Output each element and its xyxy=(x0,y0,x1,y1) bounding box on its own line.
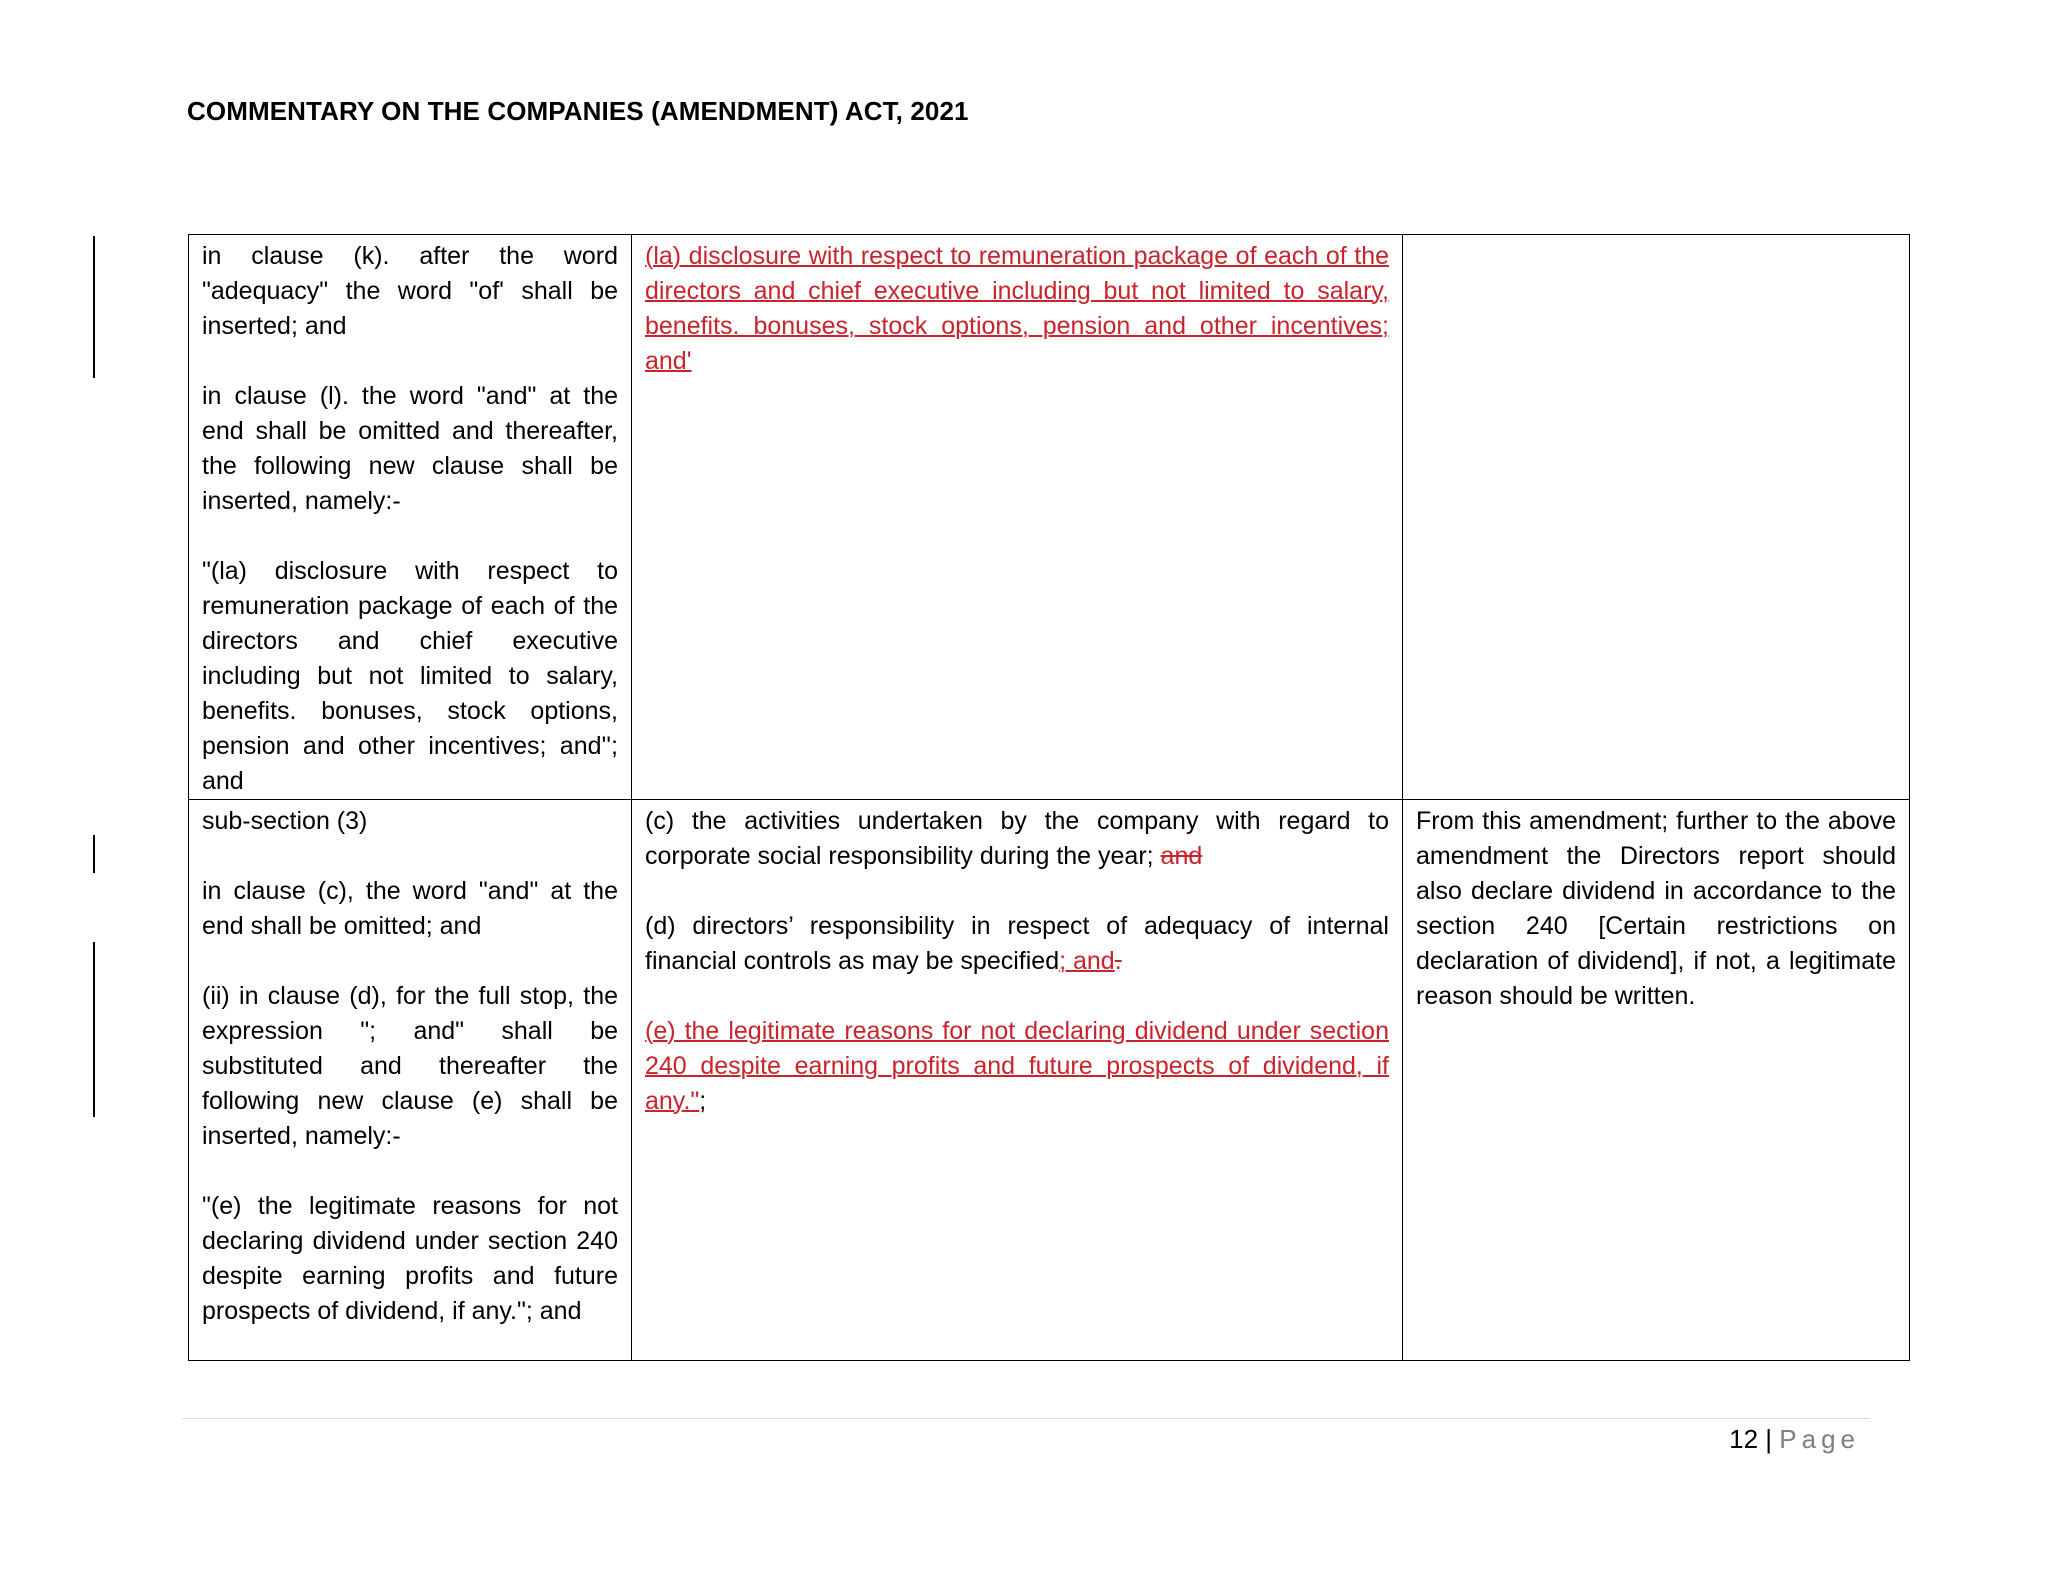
inserted-text: ; and xyxy=(1059,947,1115,975)
page-separator: | xyxy=(1765,1424,1773,1454)
commentary-cell xyxy=(1403,800,1910,1361)
paragraph: sub-section (3) xyxy=(202,807,368,835)
inserted-text: (la) disclosure with respect to remuneration package of each of the directors and chief executive including but not limited to salary, benefits. bonuses, stock options, pension and other incentives; and' xyxy=(645,242,1389,375)
paragraph xyxy=(645,1014,1389,1119)
paragraph: (ii) in clause (d), for the full stop, the expression "; and" shall be substituted and thereafter the following new clause (e) shall be inserted, namely:- xyxy=(202,982,618,1150)
page-title: COMMENTARY ON THE COMPANIES (AMENDMENT) ACT, 2021 xyxy=(187,96,969,126)
deleted-text: and xyxy=(1160,842,1203,870)
paragraph: in clause (l). the word "and" at the end shall be omitted and thereafter, the following new clause shall be inserted, namely:- xyxy=(202,382,618,515)
revised-text-cell xyxy=(632,235,1403,800)
clause-d-text: (d) directors’ responsibility in respect of adequacy of internal financial controls as may be specified xyxy=(645,912,1389,975)
paragraph xyxy=(645,804,1389,874)
amendment-text-cell xyxy=(189,235,632,800)
table-row xyxy=(189,235,1910,800)
paragraph xyxy=(645,909,1389,979)
change-bar xyxy=(93,942,95,1117)
paragraph: in clause (k). after the word "adequacy" the word "of' shall be inserted; and xyxy=(202,242,618,340)
clause-c-text: (c) the activities undertaken by the company with regard to corporate social responsibility during the year; xyxy=(645,807,1389,870)
page-number xyxy=(1729,1424,1860,1455)
page-label: Page xyxy=(1779,1424,1860,1454)
inserted-text: (e) the legitimate reasons for not declaring dividend under section 240 despite earning profits and future prospects of dividend, if any." xyxy=(645,1017,1389,1115)
amendment-table xyxy=(188,234,1910,1361)
paragraph: "(la) disclosure with respect to remuneration package of each of the directors and chief executive including but not limited to salary, benefits. bonuses, stock options, pension and other incentives; and''; and xyxy=(202,557,618,795)
deleted-text: . xyxy=(1114,947,1122,975)
change-bar xyxy=(93,835,95,873)
paragraph: in clause (c), the word "and" at the end shall be omitted; and xyxy=(202,877,618,940)
table-row xyxy=(189,800,1910,1361)
page-number-value: 12 xyxy=(1729,1424,1759,1454)
change-bar xyxy=(93,236,95,378)
paragraph: "(e) the legitimate reasons for not declaring dividend under section 240 despite earning profits and future prospects of dividend, if any."; and xyxy=(202,1192,618,1325)
footer-rule xyxy=(182,1418,1870,1419)
clause-e-tail: ; xyxy=(699,1087,707,1115)
amendment-text-cell xyxy=(189,800,632,1361)
commentary-cell xyxy=(1403,235,1910,800)
commentary-text: From this amendment; further to the above amendment the Directors report should also declare dividend in accordance to the section 240 [Certain restrictions on declaration of dividend], if not, a legitimate reason should be written. xyxy=(1416,807,1896,1010)
revised-text-cell xyxy=(632,800,1403,1361)
